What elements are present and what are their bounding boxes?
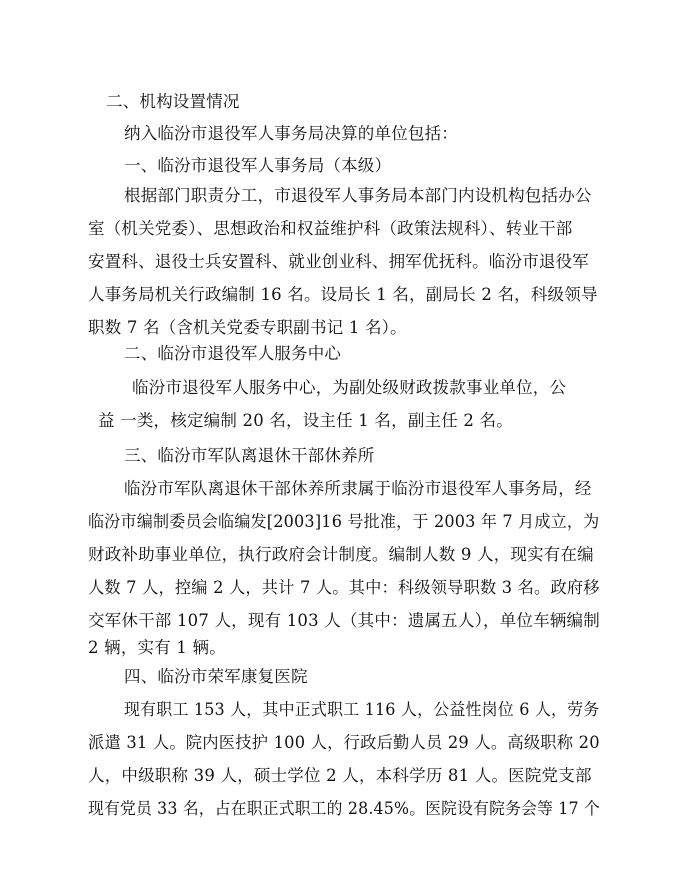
unit1-line: 根据部门职责分工，市退役军人事务局本部门内设机构包括办公: [124, 186, 592, 205]
unit3-line: 人数 7 人，控编 2 人，共计 7 人。其中：科级领导职数 3 名。政府移: [88, 578, 600, 597]
unit3-title: 三、临汾市军队离退休干部休养所: [124, 446, 375, 465]
unit3-line: 临汾市军队离退休干部休养所隶属于临汾市退役军人事务局，经: [124, 479, 592, 498]
unit2-line: 临汾市退役军人服务中心，为副处级财政拨款事业单位，公: [132, 378, 567, 397]
unit1-line: 室（机关党委）、思想政治和权益维护科（政策法规科）、转业干部: [88, 219, 573, 238]
unit3-line: 财政补助事业单位，执行政府会计制度。编制人数 9 人，现实有在编: [88, 545, 594, 564]
unit3-line: 交军休干部 107 人，现有 103 人（其中：遗属五人），单位车辆编制: [88, 611, 600, 630]
unit1-line: 职数 7 名（含机关党委专职副书记 1 名）。: [88, 318, 407, 337]
unit4-line: 现有职工 153 人，其中正式职工 116 人，公益性岗位 6 人，劳务: [124, 700, 600, 719]
unit2-line: 益 一类，核定编制 20 名，设主任 1 名，副主任 2 名。: [98, 411, 513, 430]
unit1-line: 安置科、退役士兵安置科、就业创业科、拥军优抚科。临汾市退役军: [88, 252, 589, 271]
unit4-line: 派遣 31 人。院内医技护 100 人，行政后勤人员 29 人。高级职称 20: [88, 733, 600, 752]
section-intro: 纳入临汾市退役军人事务局决算的单位包括：: [124, 124, 458, 143]
unit3-line: 临汾市编制委员会临编发[2003]16 号批准，于 2003 年 7 月成立，为: [88, 512, 600, 531]
unit3-line: 2 辆，实有 1 辆。: [88, 638, 226, 657]
section-heading: 二、机构设置情况: [106, 92, 240, 111]
unit4-title: 四、临汾市荣军康复医院: [124, 667, 308, 686]
unit1-title: 一、临汾市退役军人事务局（本级）: [124, 156, 392, 175]
unit4-line: 现有党员 33 名，占在职正式职工的 28.45%。医院设有院务会等 17 个: [88, 799, 600, 818]
unit4-line: 人，中级职称 39 人，硕士学位 2 人，本科学历 81 人。医院党支部: [88, 766, 592, 785]
unit2-title: 二、临汾市退役军人服务中心: [124, 344, 342, 363]
unit1-line: 人事务局机关行政编制 16 名。设局长 1 名，副局长 2 名，科级领导: [88, 285, 598, 304]
